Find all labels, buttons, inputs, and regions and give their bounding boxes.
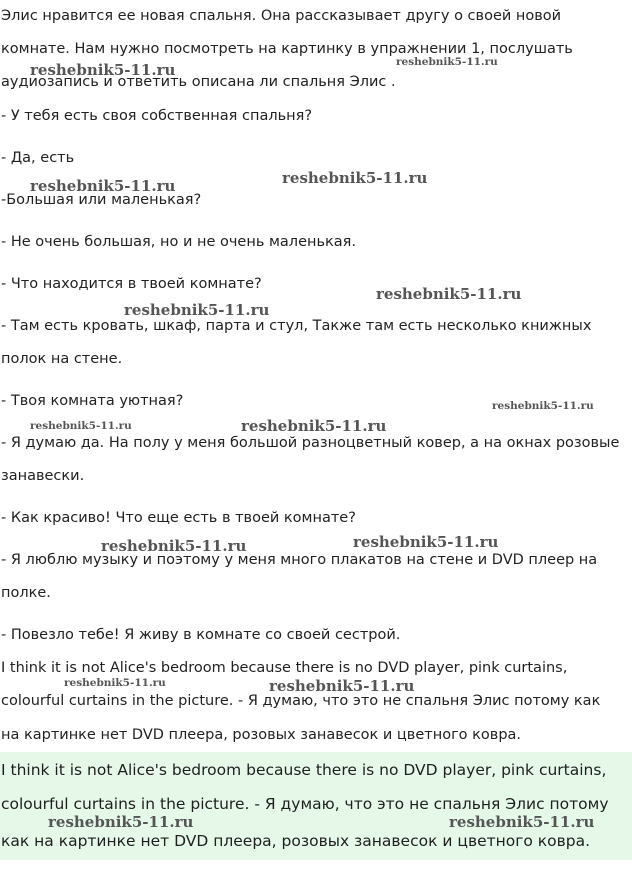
text-line: полке. (1, 585, 51, 601)
highlighted-answer (0, 752, 632, 860)
text-line: - Твоя комната уютная? (1, 393, 184, 409)
watermark: reshebnik5-11.ru (376, 285, 522, 303)
text-line: - Я думаю да. На полу у меня большой разноцветный ковер, а на окнах розовые (1, 435, 620, 451)
watermark: reshebnik5-11.ru (30, 61, 176, 79)
watermark: reshebnik5-11.ru (492, 400, 594, 412)
text-line: I think it is not Alice's bedroom because there is no DVD player, pink curtains, (1, 660, 568, 676)
watermark: reshebnik5-11.ru (101, 537, 247, 555)
text-line: - Не очень большая, но и не очень маленькая. (1, 234, 357, 250)
text-line: комнате. Нам нужно посмотреть на картинку в упражнении 1, послушать (1, 41, 573, 57)
text-line: на картинке нет DVD плеера, розовых занавесок и цветного ковра. (1, 727, 522, 743)
watermark: reshebnik5-11.ru (269, 677, 415, 695)
text-line: полок на стене. (1, 351, 123, 367)
text-line: занавески. (1, 468, 85, 484)
answer-line: как на картинке нет DVD плеера, розовых занавесок и цветного ковра. (1, 832, 591, 850)
watermark: reshebnik5-11.ru (282, 169, 428, 187)
answer-line: colourful curtains in the picture. - Я думаю, что это не спальня Элис потому (1, 795, 609, 813)
watermark: reshebnik5-11.ru (64, 677, 166, 689)
watermark: reshebnik5-11.ru (124, 301, 270, 319)
watermark: reshebnik5-11.ru (30, 420, 132, 432)
text-line: - Да, есть (1, 150, 75, 166)
watermark: reshebnik5-11.ru (48, 813, 194, 831)
text-line: Элис нравится ее новая спальня. Она рассказывает другу о своей новой (1, 8, 562, 24)
watermark: reshebnik5-11.ru (30, 177, 176, 195)
text-line: - Я люблю музыку и поэтому у меня много плакатов на стене и DVD плеер на (1, 552, 598, 568)
answer-line: I think it is not Alice's bedroom because there is no DVD player, pink curtains, (1, 761, 607, 779)
watermark: reshebnik5-11.ru (353, 533, 499, 551)
watermark: reshebnik5-11.ru (449, 813, 595, 831)
text-line: -Большая или маленькая? (1, 192, 202, 208)
watermark: reshebnik5-11.ru (241, 417, 387, 435)
text-line: - У тебя есть своя собственная спальня? (1, 108, 313, 124)
text-line: - Как красиво! Что еще есть в твоей комнате? (1, 510, 356, 526)
watermark: reshebnik5-11.ru (396, 56, 498, 68)
text-line: colourful curtains in the picture. - Я думаю, что это не спальня Элис потому как (1, 693, 601, 709)
text-line: аудиозапись и ответить описана ли спальня Элис . (1, 74, 396, 90)
text-line: - Что находится в твоей комнате? (1, 276, 262, 292)
text-line: - Повезло тебе! Я живу в комнате со своей сестрой. (1, 627, 401, 643)
text-line: - Там есть кровать, шкаф, парта и стул, Также там есть несколько книжных (1, 318, 592, 334)
